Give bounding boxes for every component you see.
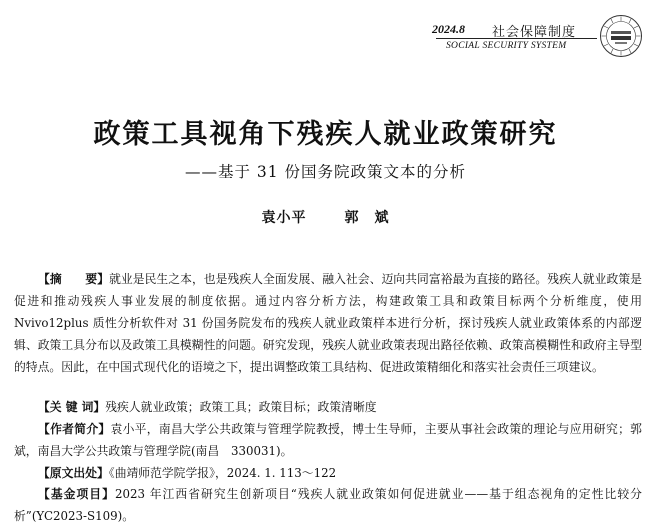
abstract xyxy=(14,268,642,378)
keywords xyxy=(14,396,642,418)
author-list xyxy=(0,207,651,227)
author-bio-text: 袁小平，南昌大学公共政策与管理学院教授，博士生导师，主要从事社会政策的理论与应用研究；郭斌，南昌大学公共政策与管理学院(南昌 330031)。 xyxy=(14,422,642,458)
funding-text: 2023 年江西省研究生创新项目“残疾人就业政策如何促进就业——基于组态视角的定性比较分析”(YC2023-S109)。 xyxy=(14,487,642,523)
running-header xyxy=(0,0,651,60)
keywords-label: 【关 键 词】 xyxy=(38,400,106,414)
article-subtitle: ——基于 31 份国务院政策文本的分析 xyxy=(184,163,467,181)
publisher-seal-icon xyxy=(599,14,643,58)
issue-number: 2024.8 xyxy=(432,22,465,36)
original-source-text: 《曲靖师范学院学报》，2024. 1. 113～122 xyxy=(108,466,337,480)
author-name: 袁小平 xyxy=(261,210,307,226)
abstract-label: 【摘 要】 xyxy=(38,272,110,286)
funding-label: 【基金项目】 xyxy=(38,487,115,501)
keywords-text: 残疾人就业政策；政策工具；政策目标；政策清晰度 xyxy=(105,400,377,414)
funding xyxy=(14,483,642,527)
original-source xyxy=(14,462,642,484)
abstract-text: 就业是民生之本，也是残疾人全面发展、融入社会、迈向共同富裕最为直接的路径。残疾人就业政策是促进和推动残疾人事业发展的制度依据。通过内容分析方法，构建政策工具和政策目标两个分析维度，使用 Nvivo12plus 质性分析软件对 31 份国务院发布的残疾人就业政策样本进行分析，探讨残疾人就业政策体系的内部逻辑、政策工具分布以及政策工具模糊性的问题。研究发现，残疾人就业政策表现出路径依赖、政策高模糊性和政府主导型的特点。因此，在中国式现代化的语境之下，提出调整政策工具结构、促进政策精细化和落实社会责任三项建议。 xyxy=(14,272,642,374)
journal-name: 社会保障制度 xyxy=(492,25,577,40)
journal-name-english: SOCIAL SECURITY SYSTEM xyxy=(446,41,567,51)
author-bio xyxy=(14,418,642,462)
header-rule xyxy=(436,38,597,39)
author-bio-label: 【作者简介】 xyxy=(38,422,111,436)
article-title: 政策工具视角下残疾人就业政策研究 xyxy=(93,119,558,150)
original-source-label: 【原文出处】 xyxy=(38,466,109,480)
author-name: 郭 斌 xyxy=(344,210,390,226)
